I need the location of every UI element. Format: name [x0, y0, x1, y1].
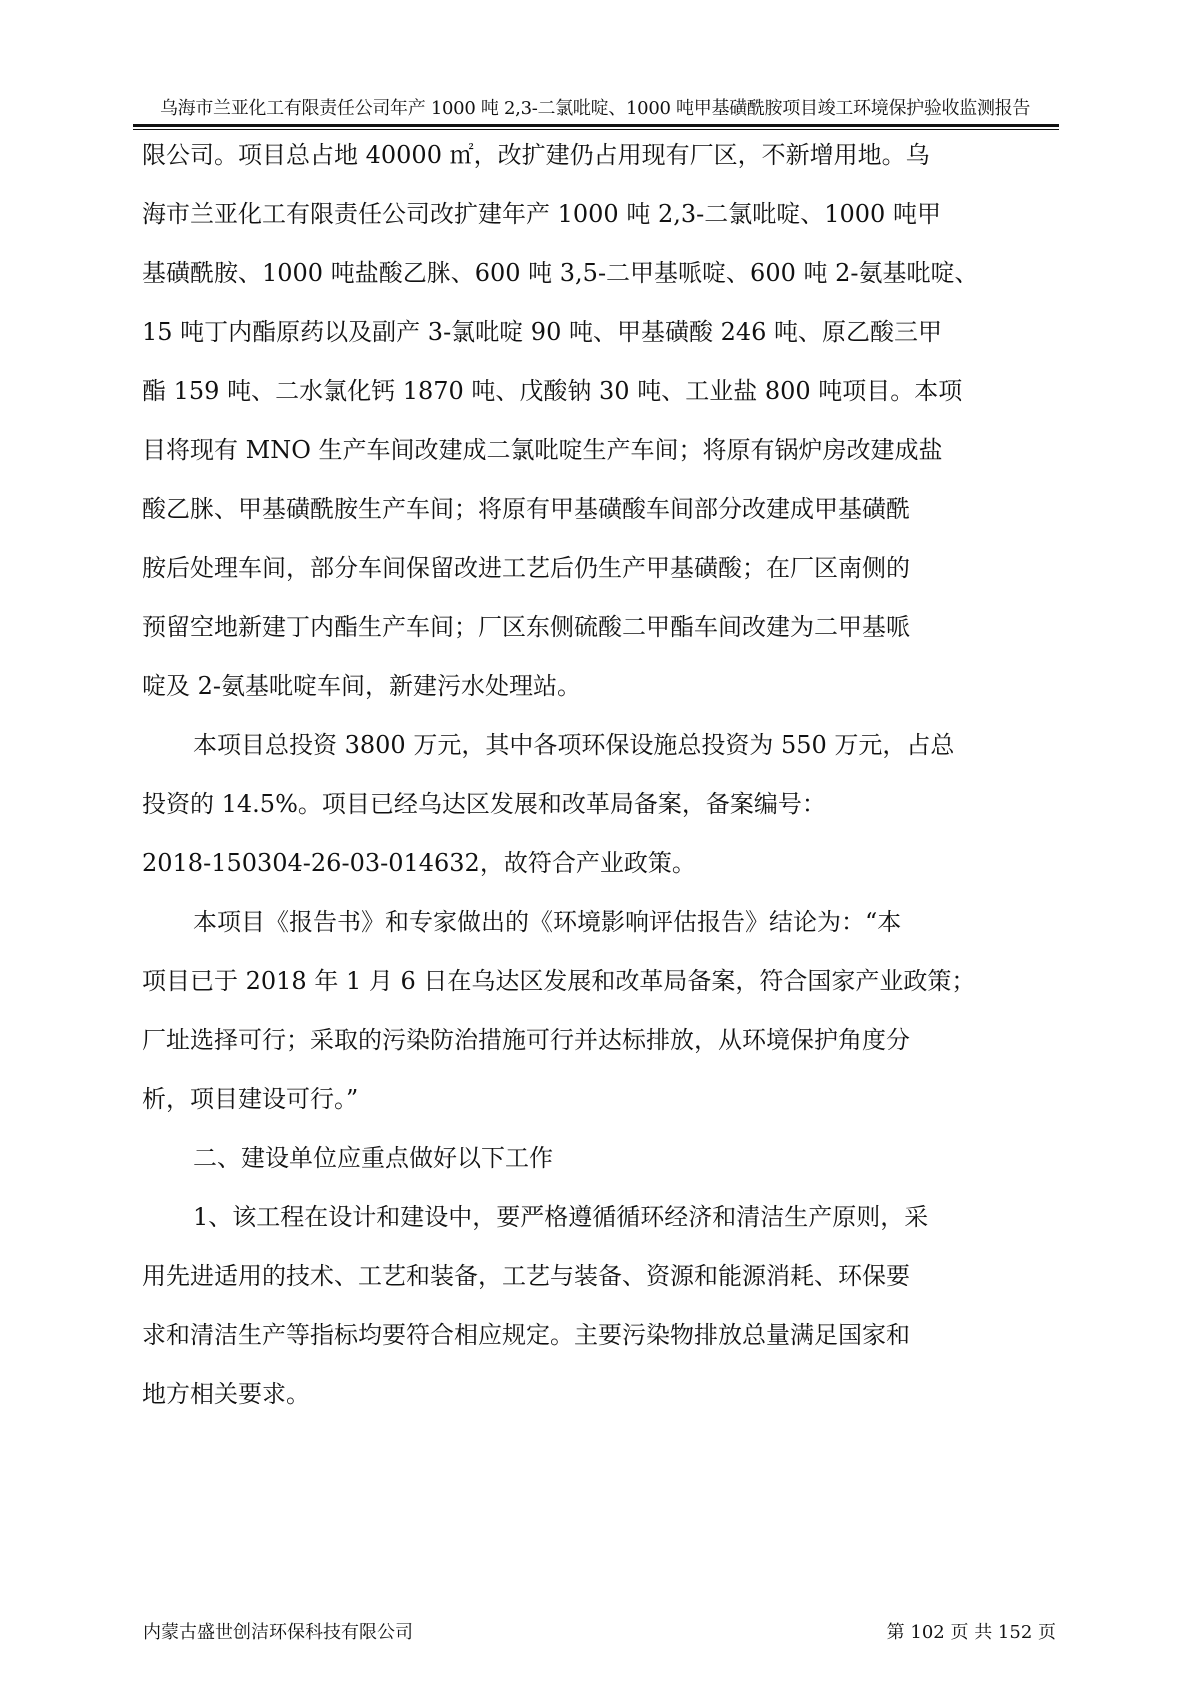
footer-page-number: 第 102 页 共 152 页 [886, 1622, 1056, 1643]
body-line: 地方相关要求。 [142, 1380, 310, 1408]
body-line: 限公司。项目总占地 40000 ㎡，改扩建仍占用现有厂区，不新增用地。乌 [142, 141, 930, 169]
body-line: 胺后处理车间，部分车间保留改进工艺后仍生产甲基磺酸；在厂区南侧的 [142, 554, 910, 582]
body-line: 海市兰亚化工有限责任公司改扩建年产 1000 吨 2,3-二氯吡啶、1000 吨甲 [142, 200, 941, 228]
body-line: 目将现有 MNO 生产车间改建成二氯吡啶生产车间；将原有锅炉房改建成盐 [142, 436, 943, 464]
body-line: 预留空地新建丁内酯生产车间；厂区东侧硫酸二甲酯车间改建为二甲基哌 [142, 613, 910, 641]
body-line: 求和清洁生产等指标均要符合相应规定。主要污染物排放总量满足国家和 [142, 1321, 910, 1349]
header-rule-thin [133, 129, 1059, 130]
body-line: 基磺酰胺、1000 吨盐酸乙脒、600 吨 3,5-二甲基哌啶、600 吨 2-氨基吡啶、 [142, 259, 979, 287]
header-rule [133, 124, 1059, 127]
header-title: 乌海市兰亚化工有限责任公司年产 1000 吨 2,3-二氯吡啶、1000 吨甲基磺酰胺项目竣工环境保护验收监测报告 [159, 98, 1031, 119]
body-line: 厂址选择可行；采取的污染防治措施可行并达标排放，从环境保护角度分 [142, 1026, 910, 1054]
paragraph-start-line: 1、该工程在设计和建设中，要严格遵循循环经济和清洁生产原则，采 [193, 1203, 929, 1231]
body-line: 用先进适用的技术、工艺和装备，工艺与装备、资源和能源消耗、环保要 [142, 1262, 910, 1290]
section-heading: 二、建设单位应重点做好以下工作 [193, 1144, 553, 1172]
body-line: 项目已于 2018 年 1 月 6 日在乌达区发展和改革局备案，符合国家产业政策； [142, 967, 976, 995]
paragraph-start-line: 本项目《报告书》和专家做出的《环境影响评估报告》结论为：“本 [193, 908, 902, 936]
body-line: 啶及 2-氨基吡啶车间，新建污水处理站。 [142, 672, 582, 700]
body-line: 析，项目建设可行。” [142, 1085, 359, 1113]
body-line: 投资的 14.5%。项目已经乌达区发展和改革局备案，备案编号： [142, 790, 826, 818]
body-line: 2018-150304-26-03-014632，故符合产业政策。 [142, 849, 696, 877]
body-line: 酸乙脒、甲基磺酰胺生产车间；将原有甲基磺酸车间部分改建成甲基磺酰 [142, 495, 910, 523]
footer-company: 内蒙古盛世创洁环保科技有限公司 [143, 1622, 413, 1643]
body-line: 酯 159 吨、二水氯化钙 1870 吨、戊酸钠 30 吨、工业盐 800 吨项目。本项 [142, 377, 963, 405]
paragraph-start-line: 本项目总投资 3800 万元，其中各项环保设施总投资为 550 万元，占总 [193, 731, 955, 759]
body-line: 15 吨丁内酯原药以及副产 3-氯吡啶 90 吨、甲基磺酸 246 吨、原乙酸三甲 [142, 318, 943, 346]
